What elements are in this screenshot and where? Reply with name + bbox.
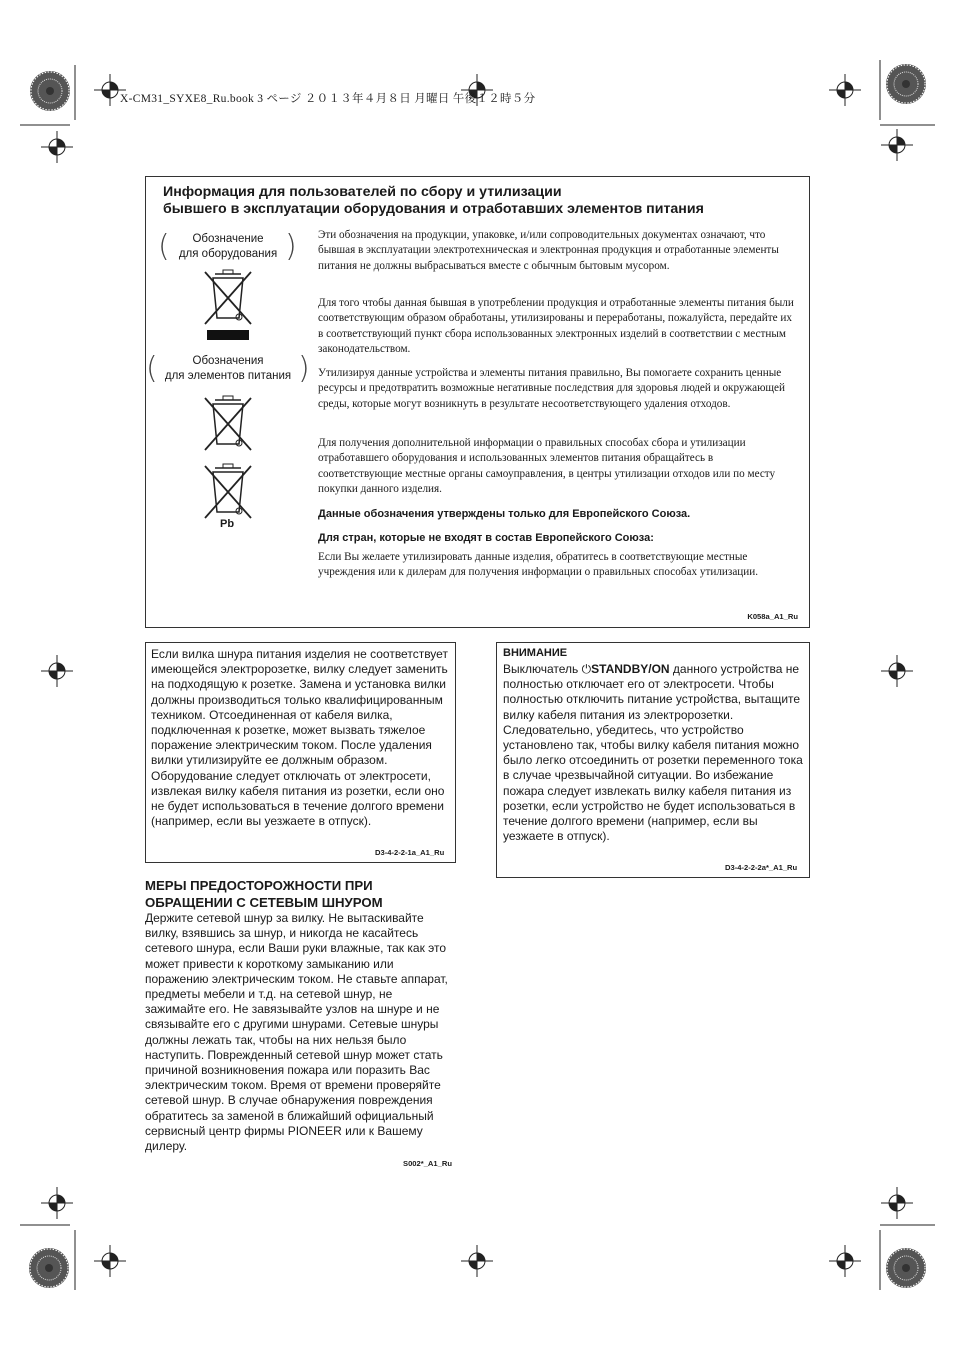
registration-target-icon	[41, 655, 73, 687]
crossed-bin-battery-icon	[201, 394, 255, 452]
registration-target-icon	[41, 131, 73, 163]
recycling-paragraph: Для того чтобы данная бывшая в употреблении продукция и отработанные элементы питания были соответствующим образом обработаны, утилизированы и переработаны, пожалуйста, передайте их в соответствующий пункт сбора использованных электронных изделий в соответствии с местным законодательством.	[318, 297, 794, 356]
registration-sunburst-icon	[29, 1248, 69, 1288]
caution-title: ВНИМАНИЕ	[503, 647, 568, 659]
recycling-paragraph: Для получения дополнительной информации о правильных способах сбора и утилизации отработавшего оборудования и использованных элементов питания обращайтесь в соответствующие местные органы самоуправления, в центры утилизации отходов или по месту покупки данного изделия.	[318, 437, 776, 496]
registration-target-icon	[881, 655, 913, 687]
plug-warning-text: Если вилка шнура питания изделия не соответствует имеющейся электророзетке, вилку следует заменить на подходящую к розетке. Замена и установка вилки должны производиться только квалифицированным техником. Отсоединенная от кабеля вилка, подключенная к розетке, может вызвать тяжелое поражение электрическим током. После удаления вилки утилизируйте ее должным образом. Оборудование следует отключать от электросети, извлекая вилку кабеля питания из розетки, если оно не будет использоваться в течение долгого времени (например, если вы уезжаете в отпуск).	[151, 647, 448, 829]
eu-only-note: Данные обозначения утверждены только для Европейского Союза.	[318, 508, 691, 520]
registration-target-icon	[881, 129, 913, 161]
equipment-symbol-label: Обозначение для оборудования	[178, 233, 278, 260]
caution-code: D3-4-2-2-2a*_A1_Ru	[725, 863, 798, 872]
recycling-paragraph: Эти обозначения на продукции, упаковке, и/или сопроводительных документах означают, что бывшая в эксплуатации электротехническая и электронная продукция и отработанные элементы питания не должны выбрасываться вместе с обычным бытовым мусором.	[318, 229, 779, 272]
power-icon: ⏻	[581, 662, 592, 676]
cord-section-text: Держите сетевой шнур за вилку. Не вытаскивайте вилку, взявшись за шнур, и никогда не касайтесь сетевого шнура, если Ваши руки влажные, так как это может привести к короткому замыканию или поражению электрическим током. Не ставьте аппарат, предметы мебели и т.д. на сетевой шнур, не зажимайте его. Не завязывайте узлов на шнуре и не связывайте его с другими шнурами. Сетевые шнуры должны лежать так, чтобы на них нельзя было наступить. Поврежденный сетевой шнур может стать причиной возникновения пожара или поразить Вас электрическим током. Время от времени проверяйте сетевой шнур. В случае обнаружения повреждения обратитесь за заменой в ближайший официальный сервисный центр фирмы PIONEER или к Вашему дилеру.	[145, 911, 448, 1154]
standby-label: STANDBY/ON	[591, 662, 670, 676]
non-eu-text: Если Вы желаете утилизировать данные изделия, обратитесь в соответствующие местные учреждения или к дилерам для получения информации о правильных способах утилизации.	[318, 551, 759, 579]
battery-symbol-label: Обозначения для элементов питания	[164, 355, 292, 382]
registration-sunburst-icon	[886, 1248, 926, 1288]
registration-target-icon	[461, 1245, 493, 1277]
cord-section-heading: МЕРЫ ПРЕДОСТОРОЖНОСТИ ПРИ ОБРАЩЕНИИ С СЕТЕВЫМ ШНУРОМ	[145, 878, 383, 910]
registration-target-icon	[41, 1187, 73, 1219]
registration-target-icon	[829, 1245, 861, 1277]
caution-text: Выключатель ⏻STANDBY/ON данного устройства не полностью отключает его от электросети. Чтобы полностью отключить питание устройства, вытащите вилку кабеля питания из электророзетки. Следовательно, убедитесь, что устройство установлено так, чтобы вилку кабеля питания можно было легко отсоединить от розетки переменного тока в случае чрезвычайной ситуации. Во избежание пожара следует извлекать вилку кабеля питания из розетки, если устройство не будет использоваться в течение долгого времени (например, если вы уезжаете в отпуск).	[503, 662, 803, 844]
plug-warning-code: D3-4-2-2-1a_A1_Ru	[375, 848, 445, 857]
crossed-bin-pb-icon	[201, 462, 255, 520]
recycling-code: K058a_A1_Ru	[747, 612, 798, 621]
registration-target-icon	[881, 1187, 913, 1219]
bracket-left-icon: (	[146, 351, 158, 386]
recycling-title: Информация для пользователей по сбору и утилизации бывшего в эксплуатации оборудования и отработавших элементов питания	[163, 184, 704, 217]
bracket-right-icon: )	[298, 351, 310, 386]
registration-target-icon	[94, 1245, 126, 1277]
registration-target-icon	[829, 74, 861, 106]
registration-sunburst-icon	[30, 71, 70, 111]
crossed-bin-icon	[201, 268, 255, 344]
bracket-left-icon: (	[158, 229, 170, 264]
non-eu-heading: Для стран, которые не входят в состав Европейского Союза:	[318, 532, 654, 544]
pb-label: Pb	[220, 518, 235, 530]
recycling-paragraph: Утилизируя данные устройства и элементы питания правильно, Вы помогаете сохранить ценные ресурсы и предотвратить возможные негативные последствия для здоровья людей и окружающей среды, которые могут возникнуть в результате несоответствующего удаления отходов.	[318, 367, 785, 410]
bracket-right-icon: )	[285, 229, 297, 264]
registration-sunburst-icon	[886, 64, 926, 104]
cord-section-code: S002*_A1_Ru	[403, 1159, 452, 1168]
print-file-info: X-CM31_SYXE8_Ru.book 3 ページ ２０１３年４月８日 月曜日 午後１２時５分	[120, 93, 536, 105]
